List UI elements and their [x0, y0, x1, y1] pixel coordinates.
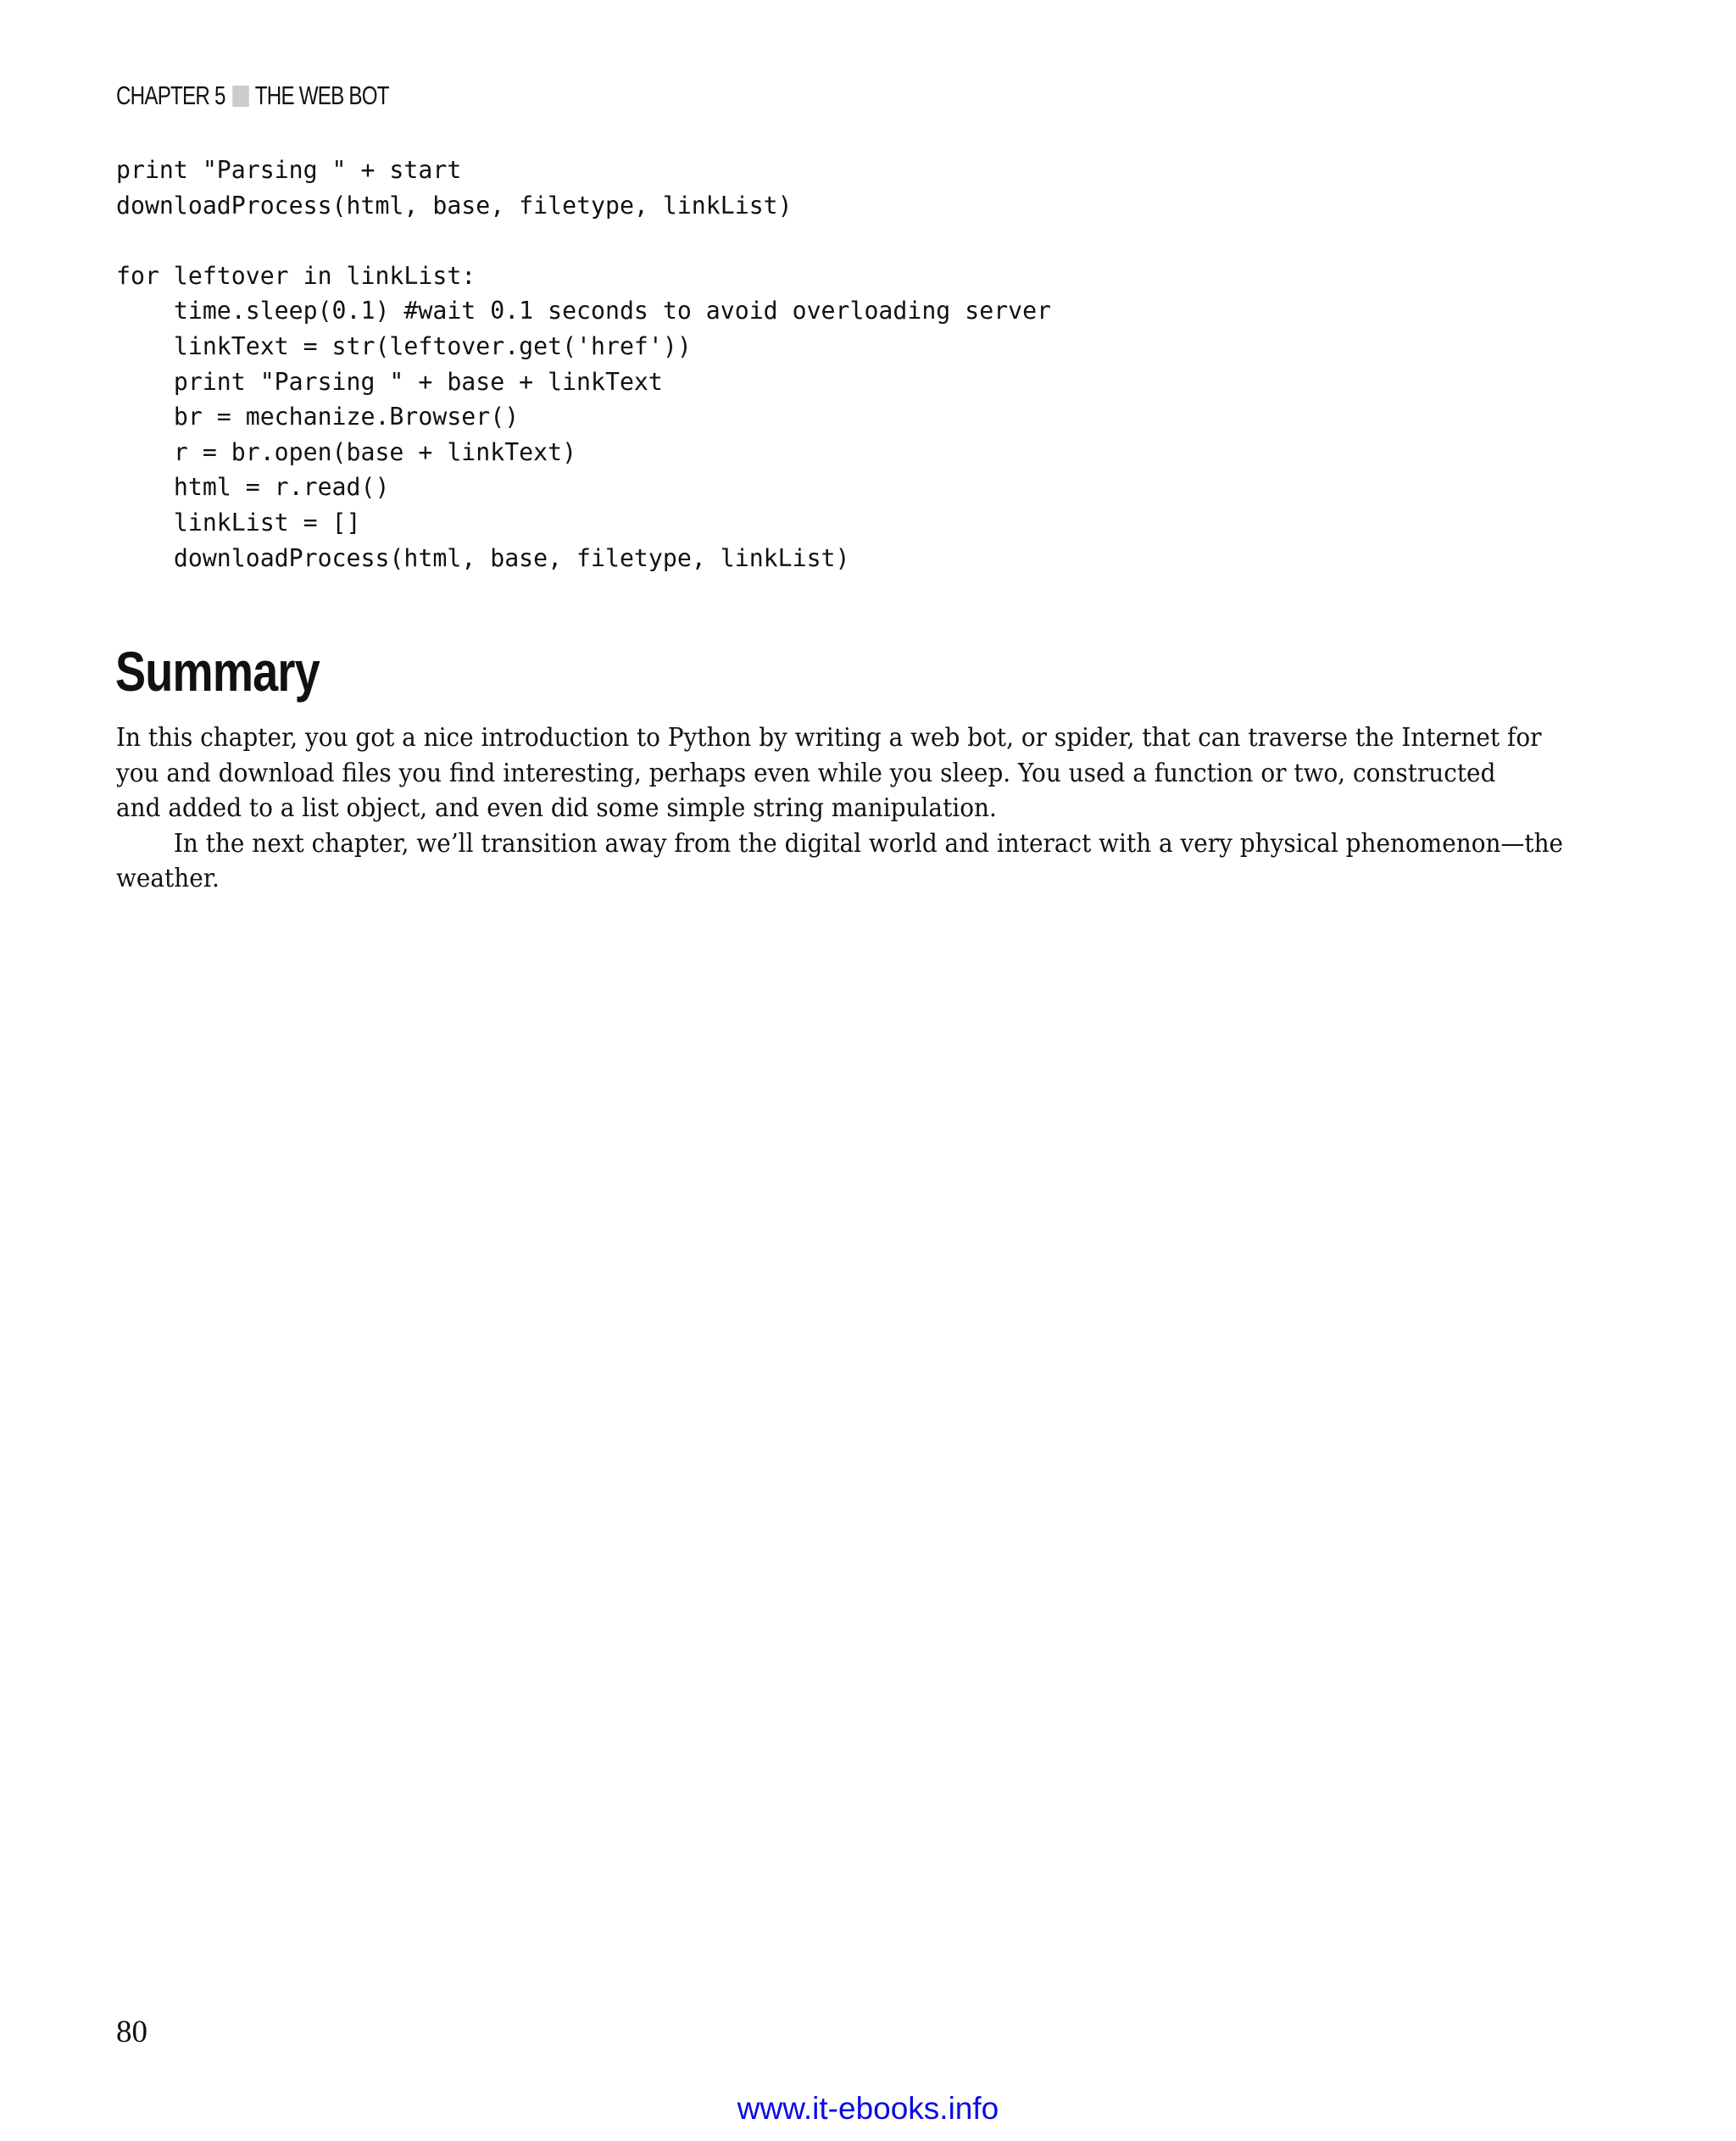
code-line: html = r.read() [116, 473, 390, 502]
code-line: r = br.open(base + linkText) [116, 437, 577, 466]
code-line: print "Parsing " + base + linkText [116, 367, 663, 396]
chapter-title: THE WEB BOT [254, 81, 389, 110]
summary-body [116, 720, 1574, 897]
code-line: linkText = str(leftover.get('href')) [116, 331, 692, 360]
code-line [116, 223, 1051, 259]
code-line: downloadProcess(html, base, filetype, linkList) [116, 543, 850, 572]
footer-website-link[interactable]: www.it-ebooks.info [737, 2091, 999, 2126]
code-line: downloadProcess(html, base, filetype, linkList) [116, 191, 793, 220]
separator-square-icon [232, 86, 249, 107]
text-line: you and download files you find interesting, perhaps even while you sleep. You used a function or two, constructed [116, 758, 1496, 788]
text-line: and added to a list object, and even did some simple string manipulation. [116, 793, 997, 824]
paragraph-2 [116, 826, 1574, 897]
text-line: In this chapter, you got a nice introduction to Python by writing a web bot, or spider, that can traverse the Internet for [116, 723, 1542, 753]
text-line: weather. [116, 864, 220, 894]
running-head [116, 81, 389, 110]
paragraph-1 [116, 720, 1574, 826]
code-listing [116, 153, 1051, 576]
page-number: 80 [116, 2015, 147, 2049]
code-line: time.sleep(0.1) #wait 0.1 seconds to avoid overloading server [116, 297, 1052, 325]
code-line: linkList = [] [116, 508, 361, 537]
text-line: In the next chapter, we’ll transition away from the digital world and interact with a very physical phenomenon—the [173, 828, 1564, 859]
code-line: print "Parsing " + start [116, 156, 462, 184]
code-line: br = mechanize.Browser() [116, 403, 520, 431]
chapter-label: CHAPTER 5 [116, 81, 225, 110]
code-line: for leftover in linkList: [116, 261, 476, 290]
section-heading-summary: Summary [115, 640, 320, 703]
